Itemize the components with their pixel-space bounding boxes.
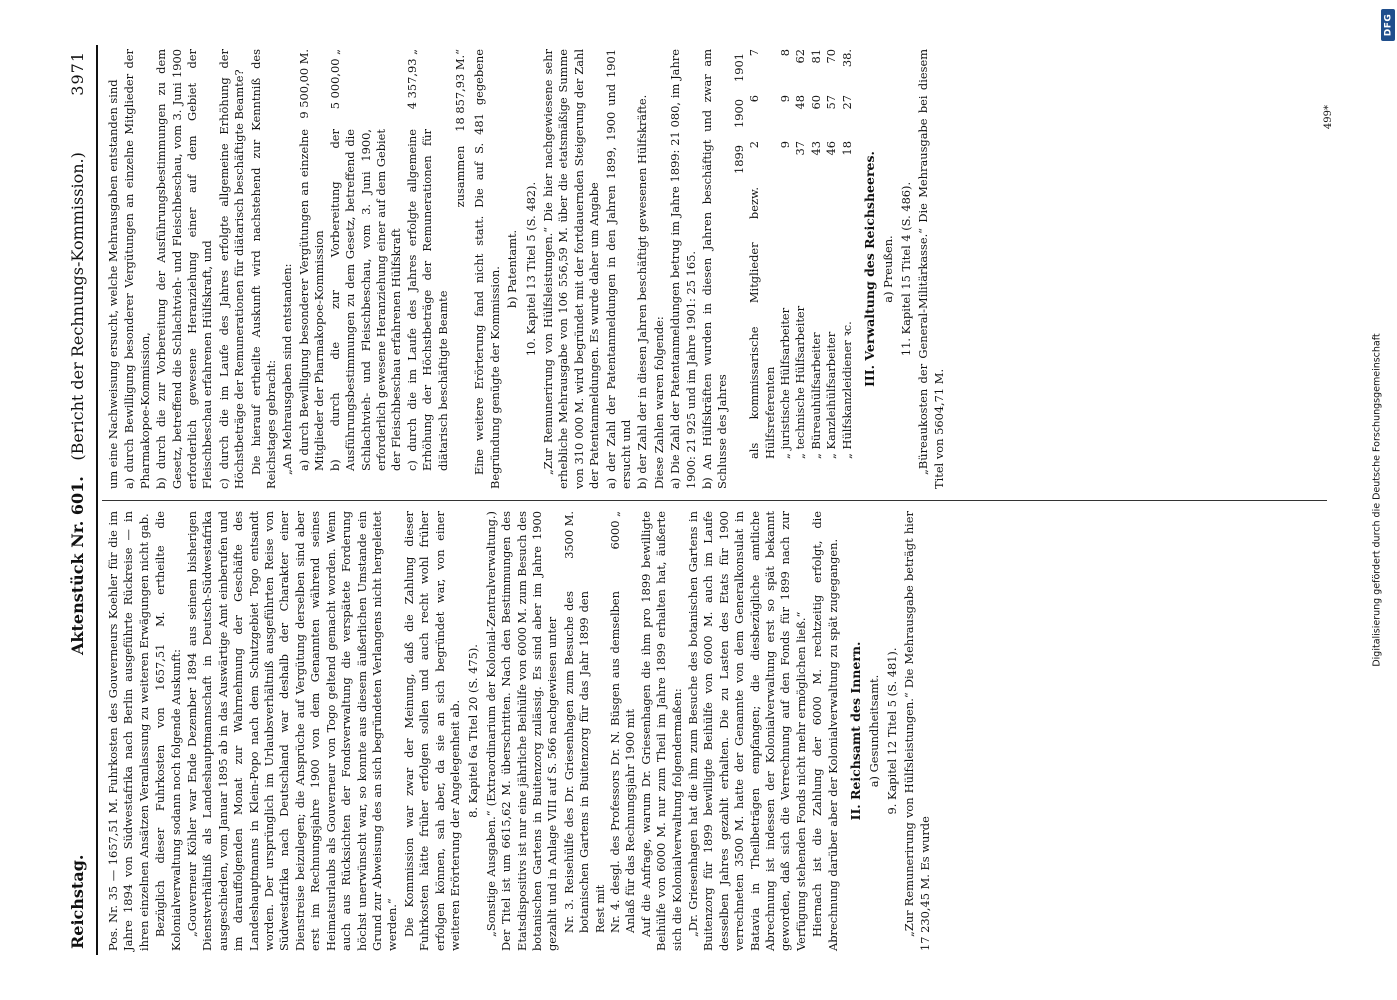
list-item-value: 5 000,00 „ xyxy=(327,49,342,110)
stats-value: 9 xyxy=(778,141,793,149)
list-item-label: c) durch die im Laufe des Jahres erfolgte allgemeine Erhöhung der Höchstbeträge der Remunerationen für diätarisch beschäftigte Beamte xyxy=(404,129,450,471)
stats-value: 9 xyxy=(778,95,793,103)
section-heading: II. Reichsamt des Innern. xyxy=(848,641,864,821)
paragraph: „Gouverneur Köhler war Ende Dezember 1894 aus seinem bisherigen Dienstverhältniß als Landeshauptmannschaft in Deutsch-Südwestafrika ausgeschieden, vom Januar 1895 ab in das Auswärtige Amt einberufen und im darauffolgenden Monat zur Wahrnehmung der Geschäfte des Landeshauptmanns in Klein-Popo nach dem Schutzgebiet Togo entsandt worden. Der ursprünglich im Urlaubsverhältniß ausgeführten Reise von Südwestafrika nach Deutschland war deshalb der Charakter einer Dienstreise beizulegen; die Ansprüche auf Vergütung derselben sind aber erst im Rechnungsjahre 1900 von dem Genannten während seines Heimatsurlaubs als Gouverneur von Togo geltend gemacht worden. Wenn auch aus Rücksichten der Fondsverwaltung die verspätete Forderung höchst unerwünscht war, so konnte aus diesem äußerlichen Umstande ein Grund zur Abweisung des an sich begründeten Verlangens nicht hergeleitet werden.“ xyxy=(185,511,400,951)
column-divider xyxy=(102,500,1327,501)
list-item: c) durch die im Laufe des Jahres erfolgte allgemeine Erhöhung der Höchstbeträge der Remunerationen für diätarisch beschäftigte Beamte? xyxy=(216,49,247,489)
item-heading: 8. Kapitel 6a Titel 20 (S. 475). xyxy=(466,644,481,818)
page-number: 3971 xyxy=(68,51,87,96)
page-header xyxy=(62,45,96,955)
list-item xyxy=(608,511,639,951)
list-item-label: a) durch Bewilligung besonderer Vergütungen an einzelne Mitglieder der Pharmakopoe-Kommission xyxy=(296,129,327,471)
stats-label: als kommissarische Mitglieder bezw. Hülfsreferenten xyxy=(747,187,777,459)
paragraph: „An Mehrausgaben sind entstanden: xyxy=(280,263,295,475)
paragraph: „Sonstige Ausgaben.“ (Extraordinarium der Kolonial-Zentralverwaltung.) Der Titel ist um 6615,62 M. überschritten. Nach den Bestimmungen des Etatsdispositivs ist nur eine jährliche Beihülfe von 6000 M. zum Besuch des botanischen Gartens in Buitenzorg zulässig. Es sind aber im Jahre 1900 gezahlt und in Anlage VIII auf S. 566 nachgewiesen unter xyxy=(483,511,560,951)
stats-label: „ Kanzleihülfsarbeiter xyxy=(824,331,839,459)
right-column xyxy=(106,49,948,489)
stats-value: 38. xyxy=(839,49,854,68)
header-left: Reichstag. xyxy=(68,854,87,949)
year-label: 1899 xyxy=(731,145,746,174)
list-item-value: 9 500,00 M. xyxy=(296,49,311,119)
subsection-heading: a) Preußen. xyxy=(880,235,895,303)
item-heading: 10. Kapitel 13 Titel 5 (S. 482). xyxy=(523,181,538,357)
list-item-label: b) durch die zur Vorbereitung der Ausführungsbestimmungen zu dem Gesetz, betreffend die Schlachtvieh- und Fleischbeschau, vom 3. Juni 1900, erforderlich gewesene Heranziehung einer auf dem Gebiet der Fleischbeschau erfahrenen Hülfskraft xyxy=(327,129,404,471)
paragraph: „Zur Remunerirung von Hülfsleistungen.“ Die hier nachgewiesene sehr erhebliche Mehrausgabe von 106 556,59 M. über die etatsmäßige Summe von 310 000 M. wird begründet mit der fortdauernden Steigerung der Zahl der Patentanmeldungen. Es wurde daher um Angabe xyxy=(540,49,602,489)
digitization-note-text: Digitalisierung gefördert durch die Deutsche Forschungsgemeinschaft xyxy=(1371,333,1383,667)
dfg-logo xyxy=(1381,9,1395,41)
paragraph: Diese Zahlen waren folgende: xyxy=(651,316,666,489)
list-item xyxy=(297,49,328,489)
list-item-value: 3500 M. xyxy=(561,511,576,559)
list-item-value: 6000 „ xyxy=(608,511,622,550)
dfg-logo-text: DFG xyxy=(1383,13,1394,37)
list-item: a) durch Bewilligung besonderer Vergütungen an einzelne Mitglieder der Pharmakopoe-Kommission, xyxy=(122,49,152,489)
list-item: b) der Zahl der in diesen Jahren beschäftigt gewesenen Hülfskräfte. xyxy=(635,94,650,489)
sum-row xyxy=(453,49,468,489)
rotated-page xyxy=(62,45,1332,955)
stats-value: 57 xyxy=(824,95,839,110)
stats-value: 6 xyxy=(747,95,762,103)
paragraph: „Zur Remunerirung von Hülfsleistungen.“ Die Mehrausgabe beträgt hier 17 230,45 M. Es wurde xyxy=(902,511,932,951)
paragraph: um eine Nachweisung ersucht, welche Mehrausgaben entstanden sind xyxy=(106,79,120,489)
sum-label: zusammen xyxy=(452,145,467,208)
list-item: a) Die Zahl der Patentanmeldungen betrug im Jahre 1899: 21 080, im Jahre 1900: 21 925 und im Jahre 1901: 25 165. xyxy=(668,49,698,489)
list-item: a) der Zahl der Patentanmeldungen in den Jahren 1899, 1900 und 1901 ersucht und xyxy=(603,49,633,489)
stats-label: „ juristische Hülfsarbeiter xyxy=(778,307,793,459)
list-item: b) An Hülfskräften wurden in diesen Jahren beschäftigt und zwar am Schlusse des Jahres xyxy=(700,49,730,489)
list-item: b) durch die zur Vorbereitung der Ausführungsbestimmungen zu dem Gesetz, betreffend die Schlachtvieh- und Fleischbeschau, vom 3. Juni 1900 erforderlich gewesene Heranziehung einer auf dem Gebiet der Fleischbeschau erfahrenen Hülfskraft, und xyxy=(154,49,215,489)
sum-value: 18 857,93 M.“ xyxy=(452,49,467,132)
stats-value: 27 xyxy=(839,95,854,110)
paragraph: Pos. Nr. 35 — 1657,51 M. Fuhrkosten des Gouverneurs Koehler für die im Jahre 1894 von Südwestafrika nach Berlin ausgeführte Rückreise — in ihren einzelnen Ansätzen Veranlassung zu weiteren Erwägungen nicht gab. xyxy=(106,511,151,951)
header-aside: (Bericht der Rechnungs-Kommission.) xyxy=(68,152,87,461)
stats-value: 2 xyxy=(747,141,762,149)
stats-row xyxy=(778,49,793,489)
stats-value: 48 xyxy=(793,95,808,110)
stats-value: 43 xyxy=(808,141,823,156)
stats-row xyxy=(809,49,824,489)
stats-row xyxy=(793,49,808,489)
stats-value: 18 xyxy=(839,141,854,156)
stats-value: 46 xyxy=(824,141,839,156)
stats-value: 7 xyxy=(747,49,762,57)
header-center xyxy=(68,152,87,655)
item-heading: 11. Kapitel 15 Titel 4 (S. 486). xyxy=(898,181,913,357)
list-item-value: 4 357,93 „ xyxy=(404,49,419,110)
header-title: Aktenstück Nr. 601. xyxy=(68,476,87,655)
stats-value: 81 xyxy=(808,49,823,64)
header-rule xyxy=(96,45,98,955)
list-item-label: Nr. 4. desgl. des Professors Dr. N. Büsgen aus demselben Anlaß für das Rechnungsjahr 1900 mit xyxy=(608,591,638,933)
paragraph: Eine weitere Erörterung fand nicht statt. Die auf S. 481 gegebene Begründung genügte der Kommission. xyxy=(472,49,502,489)
stats-label: „ Hülfskanzleidiener ꝛc. xyxy=(839,321,854,459)
stats-value: 60 xyxy=(808,95,823,110)
stats-row xyxy=(840,49,855,489)
subsection-heading: b) Patentamt. xyxy=(505,229,520,309)
paragraph: „Büreaukosten der General-Militärkasse.“ Die Mehrausgabe bei diesem Titel von 5604,71 M. xyxy=(916,49,946,489)
item-heading: 9. Kapitel 12 Titel 5 (S. 481). xyxy=(884,647,899,815)
stats-value: 8 xyxy=(778,49,793,57)
signature-mark: 499* xyxy=(1323,105,1334,130)
year-label: 1900 xyxy=(731,99,746,128)
paragraph: Bezüglich dieser Fuhrkosten von 1657,51 M. ertheilte die Kolonialverwaltung sodann noch folgende Auskunft: xyxy=(153,511,183,951)
list-item xyxy=(562,511,608,951)
stats-value: 37 xyxy=(793,141,808,156)
stats-label: „ technische Hülfsarbeiter xyxy=(793,305,808,459)
paragraph: Die hierauf ertheilte Auskunft wird nachstehend zur Kenntniß des Reichstages gebracht: xyxy=(248,49,279,489)
stats-row xyxy=(747,49,778,489)
paragraph: Auf die Anfrage, warum Dr. Griesenhagen die ihm pro 1899 bewilligte Beihülfe von 6000 M. nur zum Theil im Jahre 1899 erhalten hat, äußerte sich die Kolonialverwaltung folgendermaßen: xyxy=(638,511,684,951)
left-column xyxy=(106,511,934,951)
stats-year-header xyxy=(732,49,747,489)
stats-value: 62 xyxy=(793,49,808,64)
paragraph: Hiernach ist die Zahlung der 6000 M. rechtzeitig erfolgt, die Abrechnung darüber aber der Kolonialverwaltung zu spät zugegangen. xyxy=(810,511,840,951)
stats-row xyxy=(824,49,839,489)
list-item xyxy=(328,49,405,489)
list-item xyxy=(405,49,451,489)
stats-value: 70 xyxy=(824,49,839,64)
paragraph: Die Kommission war zwar der Meinung, daß die Zahlung dieser Fuhrkosten hätte früher erfolgen sollen und auch recht wohl früher erfolgen können, sah aber, da sie an sich begründet war, von einer weiteren Erörterung der Angelegenheit ab. xyxy=(401,511,462,951)
subsection-heading: a) Gesundheitsamt. xyxy=(866,674,881,788)
section-heading: III. Verwaltung des Reichsheeres. xyxy=(862,151,878,387)
list-item-label: Nr. 3. Reisehülfe des Dr. Griesenhagen zum Besuche des botanischen Gartens in Buitenzorg für das Jahr 1899 den Rest mit xyxy=(561,591,607,933)
stats-label: „ Büreauhülfsarbeiter xyxy=(808,332,823,459)
year-label: 1901 xyxy=(731,53,746,82)
paragraph: „Dr. Griesenhagen hat die ihm zum Besuche des botanischen Gartens in Buitenzorg für 1899 bewilligte Beihülfe von 6000 M. auch im Laufe desselben Jahres gezahlt erhalten. Die zu Lasten des Etats für 1900 verrechneten 3500 M. hatte der Genannte von dem Generalkonsulat in Batavia in Theilbeträgen empfangen; die diesbezügliche amtliche Abrechnung ist indessen der Kolonialverwaltung erst so spät bekannt geworden, daß sich die Verrechnung auf den Fonds für 1899 nach zur Verfügung stehenden Fonds nicht mehr ermöglichen ließ.“ xyxy=(686,511,808,951)
